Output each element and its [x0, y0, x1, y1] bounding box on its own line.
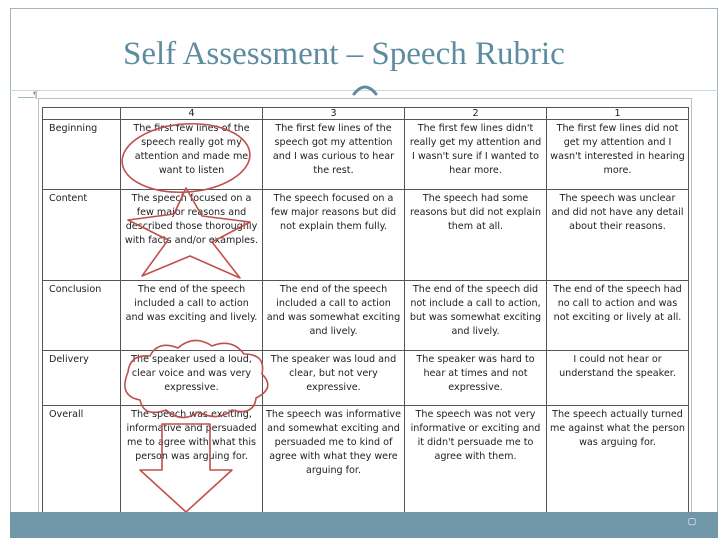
table-row — [43, 190, 689, 280]
criterion-conclusion: Conclusion — [43, 280, 121, 350]
left-mark: ¶ — [33, 90, 38, 100]
rubric-table-area — [38, 98, 692, 522]
cell-beginning-1: The first few lines did not get my attention and I wasn't interested in hearing more. — [547, 120, 689, 190]
criterion-content: Content — [43, 190, 121, 280]
criterion-overall: Overall — [43, 405, 121, 515]
bottom-strip — [10, 512, 718, 538]
header-score-4: 4 — [121, 108, 263, 120]
header-score-1: 1 — [547, 108, 689, 120]
criterion-beginning: Beginning — [43, 120, 121, 190]
cell-beginning-2: The first few lines didn't really get my attention and I wasn't sure if I wanted to hear more. — [405, 120, 547, 190]
left-tick — [18, 97, 34, 98]
cell-overall-1: The speech actually turned me against what the person was arguing for. — [547, 405, 689, 515]
cell-overall-4: The speech was exciting, informative and persuaded me to agree with what this person was arguing for. — [121, 405, 263, 515]
smiley-icon — [350, 78, 380, 100]
cell-overall-3: The speech was informative and somewhat exciting and persuaded me to kind of agree with what they were arguing for. — [263, 405, 405, 515]
cell-beginning-3: The first few lines of the speech got my attention and I was curious to hear the rest. — [263, 120, 405, 190]
cell-delivery-1: I could not hear or understand the speaker. — [547, 350, 689, 405]
cell-conclusion-1: The end of the speech had no call to action and was not exciting or lively at all. — [547, 280, 689, 350]
cell-delivery-2: The speaker was hard to hear at times and not expressive. — [405, 350, 547, 405]
table-row — [43, 350, 689, 405]
header-row — [43, 108, 689, 120]
table-row — [43, 405, 689, 515]
header-blank — [43, 108, 121, 120]
cell-conclusion-2: The end of the speech did not include a call to action, but was somewhat exciting and lively. — [405, 280, 547, 350]
header-score-2: 2 — [405, 108, 547, 120]
cell-content-1: The speech was unclear and did not have any detail about their reasons. — [547, 190, 689, 280]
cell-content-3: The speech focused on a few major reasons but did not explain them fully. — [263, 190, 405, 280]
cell-conclusion-4: The end of the speech included a call to action and was exciting and lively. — [121, 280, 263, 350]
cell-beginning-4: The first few lines of the speech really got my attention and made me want to listen — [121, 120, 263, 190]
cell-conclusion-3: The end of the speech included a call to action and was somewhat exciting and lively. — [263, 280, 405, 350]
cell-content-2: The speech had some reasons but did not explain them at all. — [405, 190, 547, 280]
cell-delivery-3: The speaker was loud and clear, but not very expressive. — [263, 350, 405, 405]
header-score-3: 3 — [263, 108, 405, 120]
cell-content-4: The speech focused on a few major reasons and described those thoroughly with facts and/or examples. — [121, 190, 263, 280]
table-row — [43, 120, 689, 190]
table-row — [43, 280, 689, 350]
slide-number-box: ▢ — [687, 516, 697, 526]
cell-overall-2: The speech was not very informative or exciting and it didn't persuade me to agree with them. — [405, 405, 547, 515]
cell-delivery-4: The speaker used a loud, clear voice and was very expressive. — [121, 350, 263, 405]
slide-title: Self Assessment – Speech Rubric — [123, 36, 565, 72]
rubric-table — [42, 107, 689, 516]
criterion-delivery: Delivery — [43, 350, 121, 405]
